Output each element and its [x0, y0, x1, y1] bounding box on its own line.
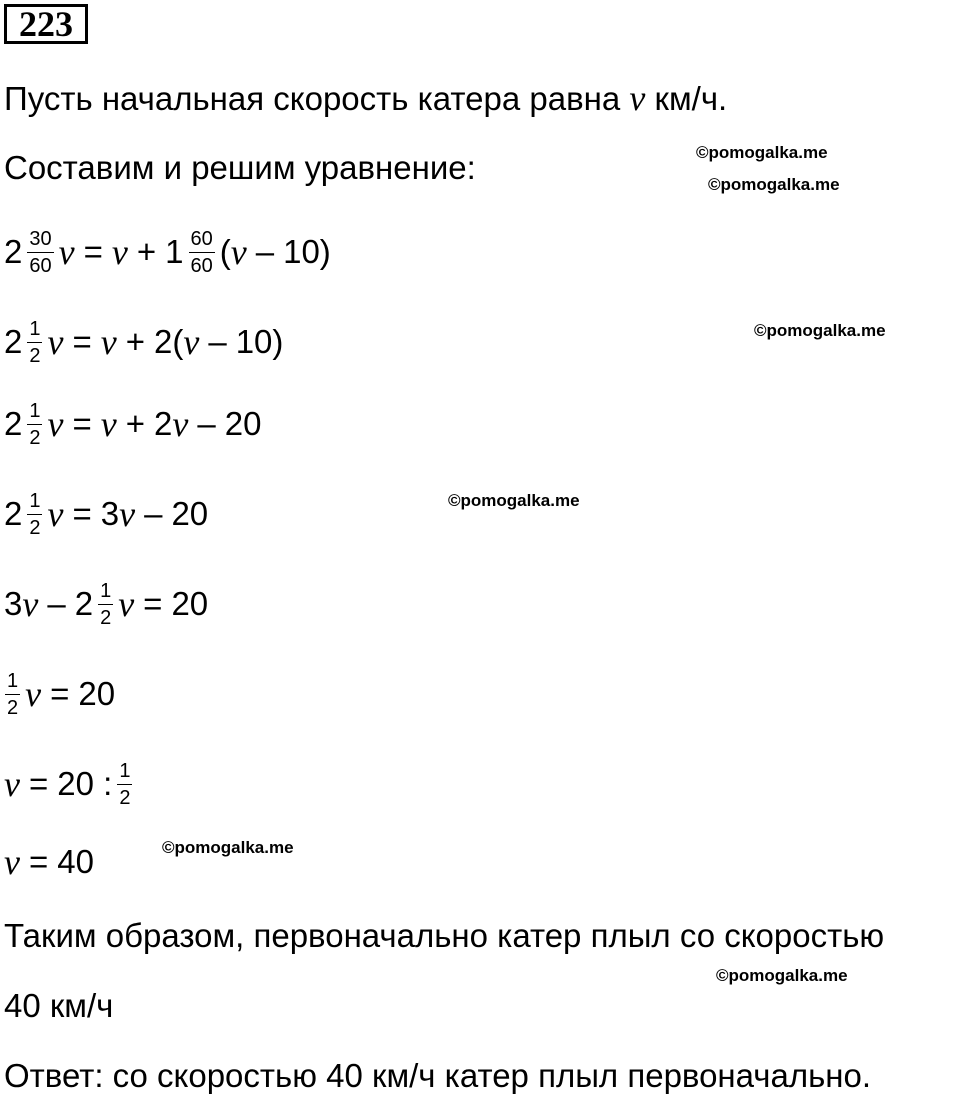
- variable: v: [100, 404, 117, 444]
- compose-line: Составим и решим уравнение:: [4, 149, 476, 186]
- variable: v: [4, 842, 20, 882]
- equation-step-7: [4, 754, 137, 814]
- fraction: [117, 761, 132, 808]
- numerator: 1: [98, 581, 113, 605]
- whole-part: 2: [4, 495, 23, 532]
- numerator: 30: [27, 229, 53, 253]
- fraction: [27, 401, 42, 448]
- fraction: [5, 671, 20, 718]
- variable: v: [183, 322, 200, 362]
- number: 20: [171, 585, 209, 622]
- numerator: 1: [117, 761, 132, 785]
- whole-part: 2: [4, 323, 23, 360]
- number: 2: [154, 405, 173, 442]
- intro-line: [4, 78, 727, 119]
- equals-sign: =: [72, 495, 92, 532]
- equation-step-4: [4, 484, 208, 544]
- equals-sign: =: [72, 405, 92, 442]
- variable: v: [119, 494, 136, 534]
- equals-sign: =: [28, 843, 49, 880]
- denominator: 60: [29, 254, 52, 277]
- minus-sign: –: [208, 323, 227, 360]
- equation-step-6: [0, 664, 115, 724]
- variable: v: [172, 404, 189, 444]
- variable: v: [118, 584, 135, 624]
- numerator: 1: [27, 319, 42, 343]
- watermark: ©pomogalka.me: [162, 838, 294, 857]
- equation-step-3: [4, 394, 261, 454]
- number: 10): [283, 233, 331, 270]
- intro-text-before: Пусть начальная скорость катера равна: [4, 80, 621, 117]
- fraction: [27, 229, 53, 276]
- whole-part: 2: [4, 405, 23, 442]
- problem-number: 223: [4, 4, 88, 44]
- equals-sign: =: [143, 585, 163, 622]
- equation-step-2: [4, 312, 283, 372]
- conclusion-line-2: 40 км/ч: [4, 987, 114, 1024]
- number: 3: [4, 585, 23, 622]
- denominator: 2: [119, 786, 131, 809]
- denominator: 2: [7, 696, 19, 719]
- denominator: 2: [29, 516, 41, 539]
- intro-variable: v: [629, 78, 646, 118]
- variable: v: [4, 764, 20, 804]
- fraction: [27, 491, 42, 538]
- answer-line: Ответ: со скоростью 40 км/ч катер плыл первоначально.: [4, 1057, 872, 1094]
- variable: v: [47, 494, 64, 534]
- plus-sign: +: [125, 323, 146, 360]
- equation-step-1: [4, 222, 331, 282]
- number: 40: [57, 843, 94, 880]
- equals-sign: =: [72, 323, 92, 360]
- intro-text-after: км/ч.: [654, 80, 728, 117]
- watermark: ©pomogalka.me: [716, 966, 848, 985]
- number: 3: [100, 495, 120, 532]
- equals-sign: =: [28, 765, 49, 802]
- fraction: [98, 581, 113, 628]
- minus-sign: –: [197, 405, 216, 442]
- plus-sign: +: [136, 233, 157, 270]
- fraction: [27, 319, 42, 366]
- variable: v: [47, 404, 64, 444]
- whole-part: 2: [74, 585, 94, 622]
- watermark: ©pomogalka.me: [708, 175, 840, 194]
- denominator: 2: [100, 606, 112, 629]
- number: 20: [224, 405, 262, 442]
- variable: v: [58, 232, 75, 272]
- number: 20: [171, 495, 209, 532]
- number: 2(: [154, 323, 184, 360]
- number: 20 :: [57, 765, 113, 802]
- minus-sign: –: [255, 233, 275, 270]
- variable: v: [22, 584, 39, 624]
- numerator: 1: [27, 401, 42, 425]
- equals-sign: =: [83, 233, 103, 270]
- equation-step-5: [4, 574, 208, 634]
- number: 20: [78, 675, 116, 712]
- variable: v: [25, 674, 42, 714]
- minus-sign: –: [47, 585, 66, 622]
- fraction: [189, 229, 215, 276]
- variable: v: [47, 322, 64, 362]
- numerator: 60: [189, 229, 215, 253]
- watermark: ©pomogalka.me: [448, 491, 580, 510]
- denominator: 2: [29, 344, 41, 367]
- equals-sign: =: [50, 675, 70, 712]
- whole-part: 1: [165, 233, 184, 270]
- whole-part: 2: [4, 233, 23, 270]
- conclusion-line-1: Таким образом, первоначально катер плыл со скоростью: [4, 917, 885, 954]
- minus-sign: –: [144, 495, 163, 532]
- watermark: ©pomogalka.me: [696, 143, 828, 162]
- variable: v: [100, 322, 117, 362]
- numerator: 1: [5, 671, 20, 695]
- plus-sign: +: [125, 405, 146, 442]
- numerator: 1: [27, 491, 42, 515]
- variable: v: [230, 232, 247, 272]
- equation-step-8: [4, 842, 94, 882]
- variable: v: [111, 232, 128, 272]
- denominator: 60: [190, 254, 213, 277]
- paren: (: [219, 233, 231, 270]
- denominator: 2: [29, 426, 41, 449]
- watermark: ©pomogalka.me: [754, 321, 886, 340]
- number: 10): [235, 323, 284, 360]
